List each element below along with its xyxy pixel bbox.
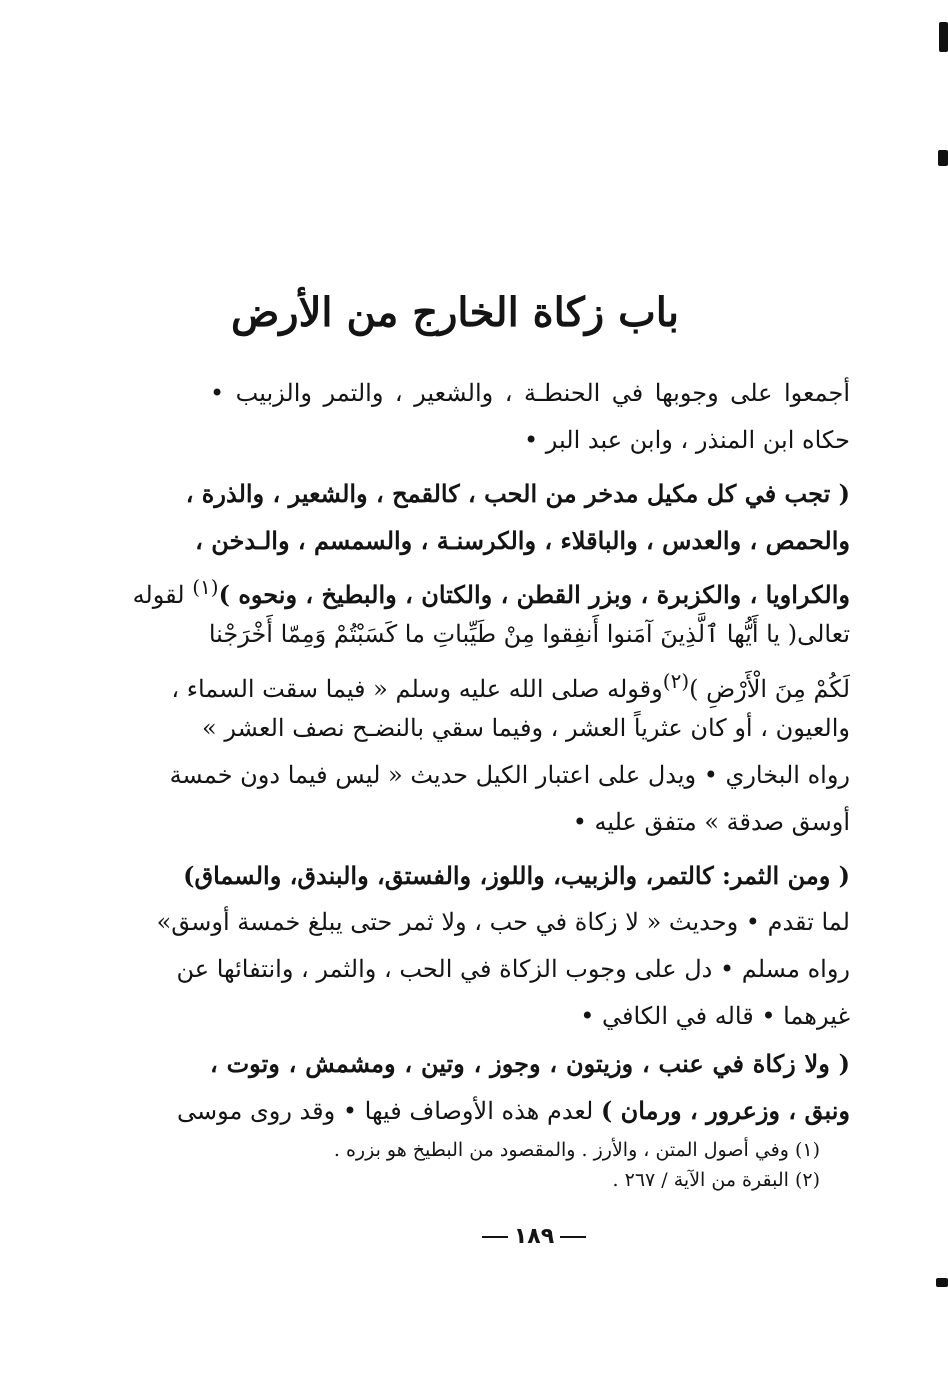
text-line: رواه البخاري • ويدل على اعتبار الكيل حديث « ليس فيما دون خمسة xyxy=(169,761,850,789)
matn-text: والكراويا ، والكزبرة ، وبزر القطن ، والكتان ، والبطيخ ، ونحوه ) xyxy=(218,580,850,609)
footnote: (٢) البقرة من الآية / ٢٦٧ . xyxy=(612,1169,820,1191)
dash-left xyxy=(560,1236,586,1238)
text-line: أوسق صدقة » متفق عليه • xyxy=(572,808,850,836)
text-line xyxy=(176,1087,850,1134)
matn-line: ( ومن الثمر: كالتمر، والزبيب، واللوز، والفستق، والبندق، والسماق) xyxy=(183,861,850,890)
footnotes xyxy=(260,1135,820,1195)
body-text xyxy=(132,370,850,1134)
footnote: (١) وفي أصول المتن ، والأرز . والمقصود من البطيخ هو بزره . xyxy=(333,1139,820,1161)
chapter-title: باب زكاة الخارج من الأرض xyxy=(230,289,680,336)
page-number-value: ١٨٩ xyxy=(513,1224,555,1249)
footnote-ref: (١) xyxy=(192,575,219,599)
text-line: والعيون ، أو كان عثرياً العشر ، وفيما سقي بالنضـح نصف العشر » xyxy=(202,714,850,742)
text-line: لما تقدم • وحديث « لا زكاة في حب ، ولا ثمر حتى يبلغ خمسة أوسق» xyxy=(156,908,850,936)
commentary-text: لقوله xyxy=(132,581,193,609)
matn-line: ( ولا زكاة في عنب ، وزيتون ، وجوز ، وتين ، ومشمش ، وتوت ، xyxy=(210,1049,850,1078)
quran-line: تعالى( يا أَيُّها ٱلَّذِينَ آمَنوا أَنفِقوا مِنْ طَيِّباتِ ما كَسَبْتُمْ وَمِمّا أَخْرَجْنا xyxy=(208,620,850,648)
text-line: غيرهما • قاله في الكافي • xyxy=(580,1002,850,1030)
commentary-text: وقوله صلى الله عليه وسلم « فيما سقت السماء ، xyxy=(171,675,663,703)
scan-edge-mark xyxy=(939,22,948,52)
text-line: حكاه ابن المنذر ، وابن عبد البر • xyxy=(523,426,850,454)
matn-text: ونبق ، وزعرور ، ورمان ) xyxy=(600,1096,850,1125)
quran-text: لَكُمْ مِنَ الْأَرْضِ ) xyxy=(689,675,850,703)
matn-line: ( تجب في كل مكيل مدخر من الحب ، كالقمح ، والشعير ، والذرة ، xyxy=(185,479,850,508)
text-line xyxy=(171,658,850,705)
page-number xyxy=(474,1222,594,1252)
text-line xyxy=(132,564,850,611)
text-line: أجمعوا على وجوبها في الحنطـة ، والشعير ، والتمر والزبيب • xyxy=(210,379,850,407)
footnote-ref: (٢) xyxy=(662,669,690,693)
text-line: رواه مسلم • دل على وجوب الزكاة في الحب ، والثمر ، وانتفائها عن xyxy=(176,955,850,983)
dash-right xyxy=(482,1236,508,1238)
scan-edge-mark xyxy=(936,1278,948,1287)
matn-line: والحمص ، والعدس ، والباقلاء ، والكرسنـة ، والسمسم ، والـدخن ، xyxy=(195,526,850,555)
commentary-text: لعدم هذه الأوصاف فيها • وقد روى موسى xyxy=(176,1097,594,1125)
scan-edge-mark xyxy=(938,150,948,166)
